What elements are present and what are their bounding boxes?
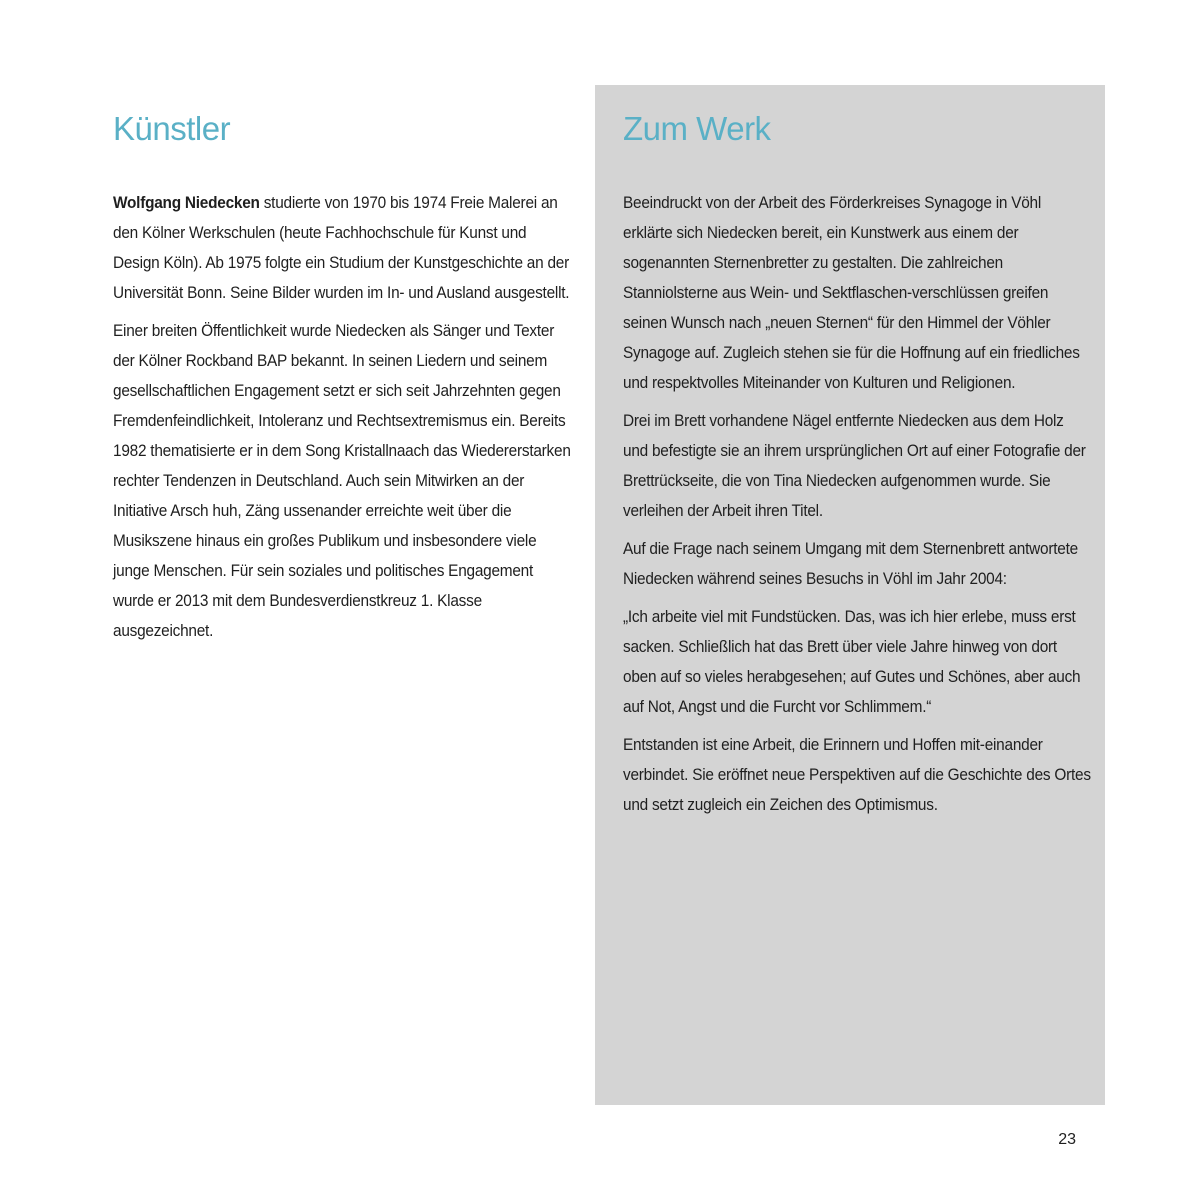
artist-paragraph-1 <box>113 188 572 308</box>
work-text <box>623 188 1093 820</box>
artist-section <box>113 85 573 654</box>
work-paragraph-3: Auf die Frage nach seinem Umgang mit dem Sternenbrett antwortete Niedecken während seines Besuchs in Vöhl im Jahr 2004: <box>623 540 1078 588</box>
work-heading: Zum Werk <box>623 110 771 147</box>
work-paragraph-1: Beeindruckt von der Arbeit des Förderkreises Synagoge in Vöhl erklärte sich Niedecken bereit, ein Kunstwerk aus einem der sogenannten Sternenbretter zu gestalten. Die zahlreichen Stanniolsterne aus Wein- und Sektflaschen-verschlüssen greifen seinen Wunsch nach „neuen Sternen“ für den Himmel der Vöhler Synagoge auf. Zugleich stehen sie für die Hoffnung auf ein friedliches und respektvolles Miteinander von Kulturen und Religionen. <box>623 194 1080 392</box>
artist-paragraph-1-text: studierte von 1970 bis 1974 Freie Malerei an den Kölner Werkschulen (heute Fachhochschule für Kunst und Design Köln). Ab 1975 folgte ein Studium der Kunstgeschichte an der Universität Bonn. Seine Bilder wurden im In- und Ausland ausgestellt. <box>113 194 570 302</box>
page-number: 23 <box>1058 1131 1076 1148</box>
work-quote: „Ich arbeite viel mit Fundstücken. Das, was ich hier erlebe, muss erst sacken. Schließlich hat das Brett über viele Jahre hinweg von dort oben auf so vieles herabgesehen; auf Gutes und Schönes, aber auch auf Not, Angst und die Furcht vor Schlimmem.“ <box>623 608 1081 716</box>
work-paragraph-2: Drei im Brett vorhandene Nägel entfernte Niedecken aus dem Holz und befestigte sie an ihrem ursprünglichen Ort auf einer Fotografie der Brettrückseite, die von Tina Niedecken aufgenommen wurde. Sie verleihen der Arbeit ihren Titel. <box>623 412 1086 520</box>
work-section <box>623 85 1093 828</box>
artist-name: Wolfgang Niedecken <box>113 194 260 212</box>
artist-heading: Künstler <box>113 110 231 147</box>
artist-text <box>113 188 573 646</box>
work-paragraph-5: Entstanden ist eine Arbeit, die Erinnern und Hoffen mit-einander verbindet. Sie eröffnet neue Perspektiven auf die Geschichte des Ortes und setzt zugleich ein Zeichen des Optimismus. <box>623 736 1091 814</box>
artist-paragraph-2: Einer breiten Öffentlichkeit wurde Niedecken als Sänger und Texter der Kölner Rockband BAP bekannt. In seinen Liedern und seinem gesellschaftlichen Engagement setzt er sich seit Jahrzehnten gegen Fremdenfeindlichkeit, Intoleranz und Rechtsextremismus ein. Bereits 1982 thematisierte er in dem Song Kristallnaach das Wiedererstarken rechter Tendenzen in Deutschland. Auch sein Mitwirken an der Initiative Arsch huh, Zäng ussenander erreichte weit über die Musikszene hinaus ein großes Publikum und insbesondere viele junge Menschen. Für sein soziales und politisches Engagement wurde er 2013 mit dem Bundesverdienstkreuz 1. Klasse ausgezeichnet. <box>113 322 571 640</box>
